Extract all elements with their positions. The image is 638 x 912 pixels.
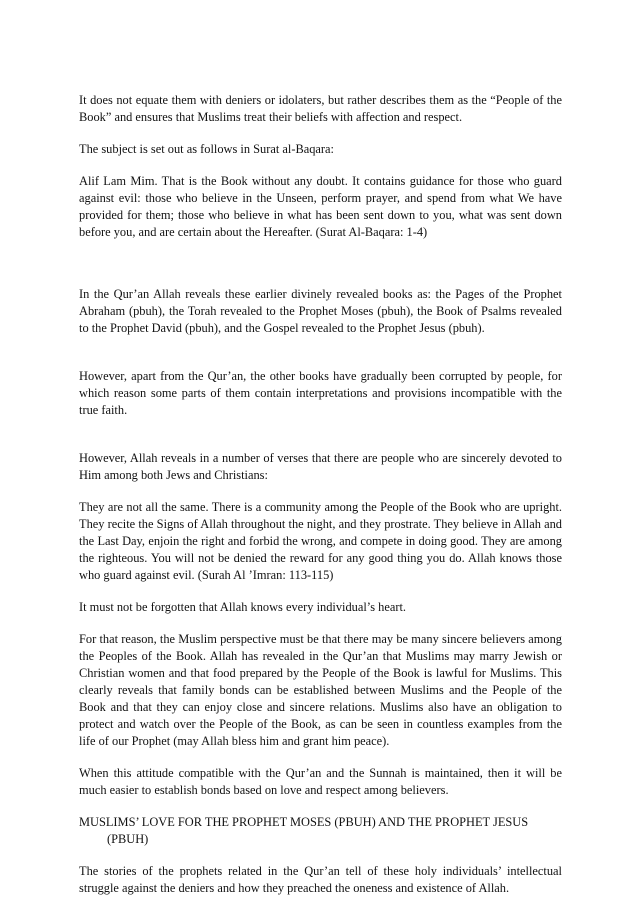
paragraph-muslim-perspective: For that reason, the Muslim perspective must be that there may be many sincere believers among the Peoples of the Book. Allah has revealed in the Qur’an that Muslims may marry Jewish or Christian women and that food prepared by the People of the Book is lawful for Muslims. This clearly reveals that family bonds can be established between Muslims and the People of the Book and that they can enjoy close and sincere relations. Muslims also have an obligation to protect and watch over the People of the Book, as can be seen in countless examples from the life of our Prophet (may Allah bless him and grant him peace).: [79, 632, 562, 748]
paragraph-corruption: However, apart from the Qur’an, the other books have gradually been corrupted by people, for which reason some parts of them contain interpretations and provisions incompatible with the true faith.: [79, 369, 562, 417]
paragraph-attitude: When this attitude compatible with the Qur’an and the Sunnah is maintained, then it will be much easier to establish bonds based on love and respect among believers.: [79, 766, 562, 797]
paragraph-prophet-stories: The stories of the prophets related in the Qur’an tell of these holy individuals’ intellectual struggle against the deniers and how they preached the oneness and existence of Allah.: [79, 864, 562, 895]
paragraph-heart: It must not be forgotten that Allah knows every individual’s heart.: [79, 600, 407, 614]
paragraph-people-of-book: It does not equate them with deniers or idolaters, but rather describes them as the “People of the Book” and ensures that Muslims treat their beliefs with affection and respect.: [79, 93, 562, 124]
paragraph-sincere-devotees: However, Allah reveals in a number of verses that there are people who are sincerely devoted to Him among both Jews and Christians:: [79, 451, 562, 482]
paragraph-surat-intro: The subject is set out as follows in Surat al-Baqara:: [79, 142, 334, 156]
paragraph-baqara-quote: Alif Lam Mim. That is the Book without any doubt. It contains guidance for those who guard against evil: those who believe in the Unseen, perform prayer, and spend from what We have provided for them; those who believe in what has been sent down to you, what was sent down before you, and are certain about the Hereafter. (Surat Al-Baqara: 1-4): [79, 174, 562, 239]
paragraph-imran-quote: They are not all the same. There is a community among the People of the Book who are upright. They recite the Signs of Allah throughout the night, and they prostrate. They believe in Allah and the Last Day, enjoin the right and forbid the wrong, and compete in doing good. They are among the righteous. You will not be denied the reward for any good thing you do. Allah knows those who guard against evil. (Surah Al ’Imran: 113-115): [79, 500, 562, 582]
paragraph-revealed-books: In the Qur’an Allah reveals these earlier divinely revealed books as: the Pages of the Prophet Abraham (pbuh), the Torah revealed to the Prophet Moses (pbuh), the Book of Psalms revealed to the Prophet David (pbuh), and the Gospel revealed to the Prophet Jesus (pbuh).: [79, 287, 562, 335]
section-heading: MUSLIMS’ LOVE FOR THE PROPHET MOSES (PBUH) AND THE PROPHET JESUS (PBUH): [79, 815, 529, 846]
document-page: [79, 92, 562, 912]
